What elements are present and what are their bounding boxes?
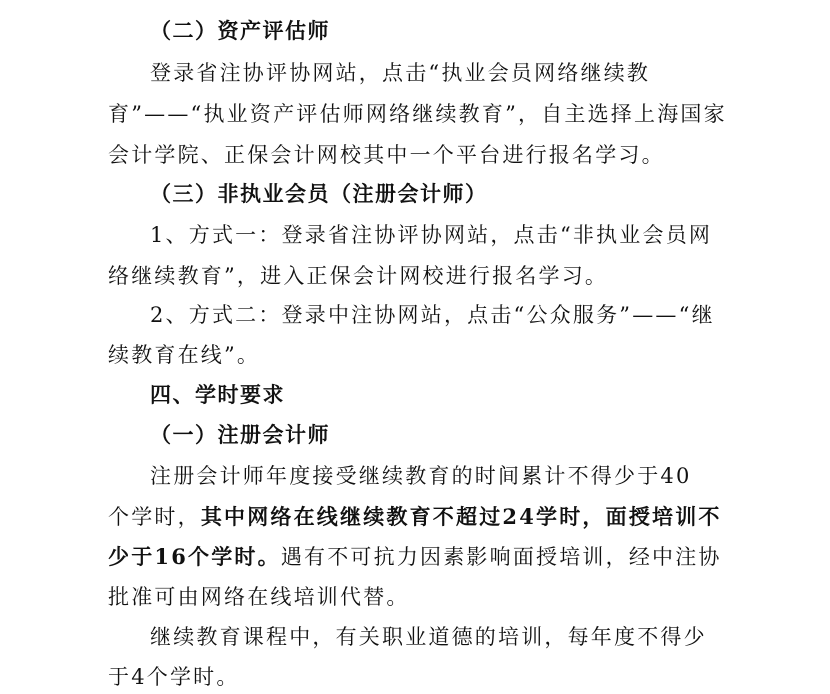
paragraph-line: 2、方式二：登录中注协网站，点击“公众服务”——“继	[150, 303, 715, 327]
paragraph-line: 会计学院、正保会计网校其中一个平台进行报名学习。	[108, 143, 665, 167]
paragraph-line: 络继续教育”，进入正保会计网校进行报名学习。	[108, 264, 609, 288]
paragraph-line: 注册会计师年度接受继续教育的时间累计不得少于40	[150, 464, 692, 488]
bold-text-run: 其中网络在线继续教育不超过24学时，面授培训不	[200, 504, 722, 529]
bold-text-run: 少于16个学时。	[108, 544, 281, 569]
heading-cpa: （一）注册会计师	[150, 422, 330, 447]
paragraph-line: 续教育在线”。	[108, 343, 261, 367]
text-run: 个学时，	[108, 505, 201, 529]
paragraph-line: 批准可由网络在线培训代替。	[108, 585, 410, 609]
paragraph-line: 育”——“执业资产评估师网络继续教育”，自主选择上海国家	[108, 102, 727, 126]
paragraph-line: 于4个学时。	[108, 665, 240, 689]
section-heading-hour-requirements: 四、学时要求	[150, 382, 285, 407]
paragraph-line: 登录省注协评协网站，点击“执业会员网络继续教	[150, 61, 651, 85]
paragraph-line	[108, 544, 722, 570]
text-run: 遇有不可抗力因素影响面授培训，经中注协	[280, 545, 722, 569]
paragraph-line	[108, 504, 722, 530]
heading-non-practicing-members: （三）非执业会员（注册会计师）	[150, 181, 488, 206]
heading-asset-appraiser: （二）资产评估师	[150, 18, 330, 43]
paragraph-line: 继续教育课程中，有关职业道德的培训，每年度不得少	[150, 625, 707, 649]
paragraph-line: 1、方式一：登录省注协评协网站，点击“非执业会员网	[150, 223, 713, 247]
